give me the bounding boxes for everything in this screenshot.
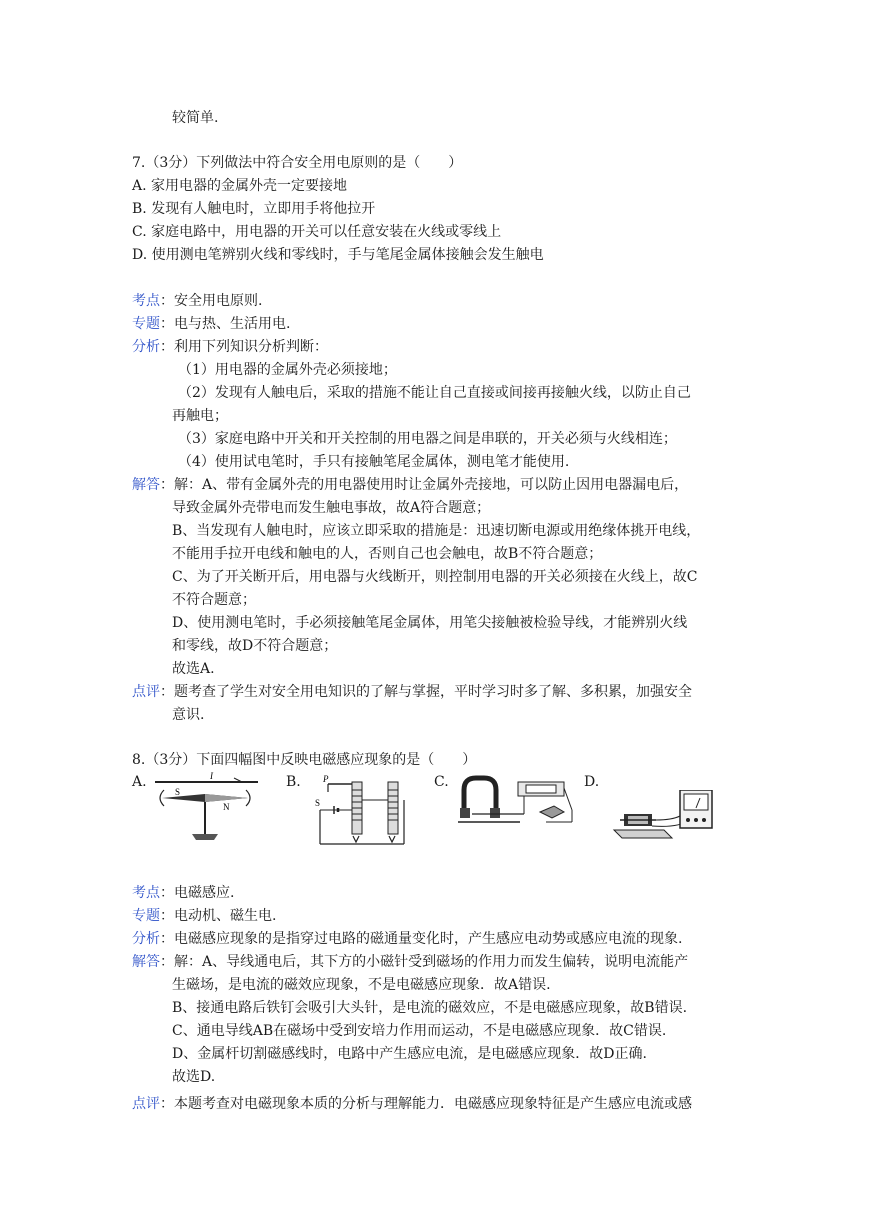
jieda-text: ：解：A、带有金属外壳的用电器使用时让金属外壳接地，可以防止因用电器漏电后，: [160, 477, 689, 493]
figure-c-motor-principle: [454, 770, 578, 844]
q7-zhuanti: [132, 314, 290, 334]
jieda-line: C、为了开关断开后，用电器与火线断开，则控制用电器的开关必须接在火线上，故C: [172, 569, 698, 585]
jieda-line: D、使用测电笔时，手必须接触笔尾金属体，用笔尖接触被检验导线，才能辨别火线: [172, 615, 688, 631]
slider-p-label: P: [323, 774, 329, 784]
kaodian-text: ：安全用电原则.: [160, 293, 263, 309]
figure-d-electromagnetic-induction: [612, 790, 724, 850]
previous-answer-tail: 较简单.: [172, 110, 219, 126]
q7-title: 7.（3分）下列做法中符合安全用电原则的是（ ）: [132, 155, 463, 171]
zhuanti-label: 专题: [132, 908, 160, 924]
jieda-line: B、当发现有人触电时，应该立即采取的措施是：迅速切断电源或用绝缘体挑开电线，: [172, 523, 701, 539]
figure-b-electromagnet: [300, 770, 412, 850]
jieda-line: B、接通电路后铁钉会吸引大头针，是电流的磁效应，不是电磁感应现象，故B错误.: [172, 1000, 688, 1016]
dianping-text: ：本题考查对电磁现象本质的分析与理解能力．电磁感应现象特征是产生感应电流或感: [160, 1096, 692, 1112]
jieda-line: 故选A.: [172, 661, 215, 677]
zhuanti-text: ：电与热、生活用电.: [160, 316, 291, 332]
kaodian-label: 考点: [132, 293, 160, 309]
fenxi-label: 分析: [132, 931, 160, 947]
jieda-line: 生磁场，是电流的磁效应现象，不是电磁感应现象．故A错误.: [172, 977, 551, 993]
jieda-line: 不能用手拉开电线和触电的人，否则自己也会触电，故B不符合题意；: [172, 546, 603, 562]
jieda-line: 故选D.: [172, 1069, 216, 1085]
fenxi-point: （1）用电器的金属外壳必须接地；: [178, 362, 397, 378]
pole-n-label: N: [223, 802, 230, 812]
kaodian-label: 考点: [132, 885, 160, 901]
jieda-label: 解答: [132, 954, 160, 970]
option-d-label: D.: [584, 774, 600, 790]
option-c-label: C.: [434, 774, 449, 790]
dianping-line: 意识.: [172, 707, 205, 723]
jieda-line: C、通电导线AB在磁场中受到安培力作用而运动，不是电磁感应现象．故C错误.: [172, 1023, 667, 1039]
q7-dianping: [132, 682, 692, 702]
fenxi-text: ：电磁感应现象的是指穿过电路的磁通量变化时，产生感应电动势或感应电流的现象.: [160, 931, 683, 947]
dianping-label: 点评: [132, 684, 160, 700]
current-label: I: [210, 771, 213, 781]
q7-option-d: D. 使用测电笔辨别火线和零线时，手与笔尾金属体接触会发生触电: [132, 247, 544, 263]
dianping-label: 点评: [132, 1096, 160, 1112]
jieda-line: 不符合题意；: [172, 592, 256, 608]
jieda-line: D、金属杆切割磁感线时，电路中产生感应电流，是电磁感应现象．故D正确.: [172, 1046, 647, 1062]
dianping-text: ：题考查了学生对安全用电知识的了解与掌握，平时学习时多了解、多积累，加强安全: [160, 684, 692, 700]
fenxi-text: ：利用下列知识分析判断：: [160, 339, 328, 355]
jieda-line: 和零线，故D不符合题意；: [172, 638, 338, 654]
zhuanti-text: ：电动机、磁生电.: [160, 908, 277, 924]
option-a-label: A.: [132, 774, 147, 790]
q7-option-a: A. 家用电器的金属外壳一定要接地: [132, 178, 348, 194]
q7-fenxi: [132, 337, 328, 357]
switch-s-label: S: [315, 798, 321, 808]
q7-option-c: C. 家庭电路中，用电器的开关可以任意安装在火线或零线上: [132, 224, 502, 240]
jieda-label: 解答: [132, 477, 160, 493]
q7-jieda: [132, 475, 688, 495]
fenxi-point: （3）家庭电路中开关和开关控制的用电器之间是串联的，开关必须与火线相连；: [178, 431, 677, 447]
q7-option-b: B. 发现有人触电时，立即用手将他拉开: [132, 201, 376, 217]
jieda-text: ：解：A、导线通电后，其下方的小磁针受到磁场的作用力而发生偏转，说明电流能产: [160, 954, 689, 970]
q8-fenxi: [132, 929, 682, 949]
option-b-label: B.: [286, 774, 301, 790]
q7-kaodian: [132, 291, 262, 311]
fenxi-label: 分析: [132, 339, 160, 355]
q8-dianping: [132, 1094, 692, 1114]
q8-jieda: [132, 952, 688, 972]
pole-s-label: S: [175, 787, 181, 797]
fenxi-point: （4）使用试电笔时，手只有接触笔尾金属体，测电笔才能使用.: [178, 454, 570, 470]
q8-kaodian: [132, 883, 234, 903]
q8-title: 8.（3分）下面四幅图中反映电磁感应现象的是（ ）: [132, 752, 477, 768]
jieda-line: 导致金属外壳带电而发生触电事故，故A符合题意；: [172, 500, 491, 516]
zhuanti-label: 专题: [132, 316, 160, 332]
kaodian-text: ：电磁感应.: [160, 885, 235, 901]
figure-a-oersted-experiment: [150, 770, 270, 850]
fenxi-point: （2）发现有人触电后，采取的措施不能让自己直接或间接再接触火线，以防止自己: [178, 385, 691, 401]
q8-zhuanti: [132, 906, 276, 926]
fenxi-point: 再触电；: [172, 408, 228, 424]
